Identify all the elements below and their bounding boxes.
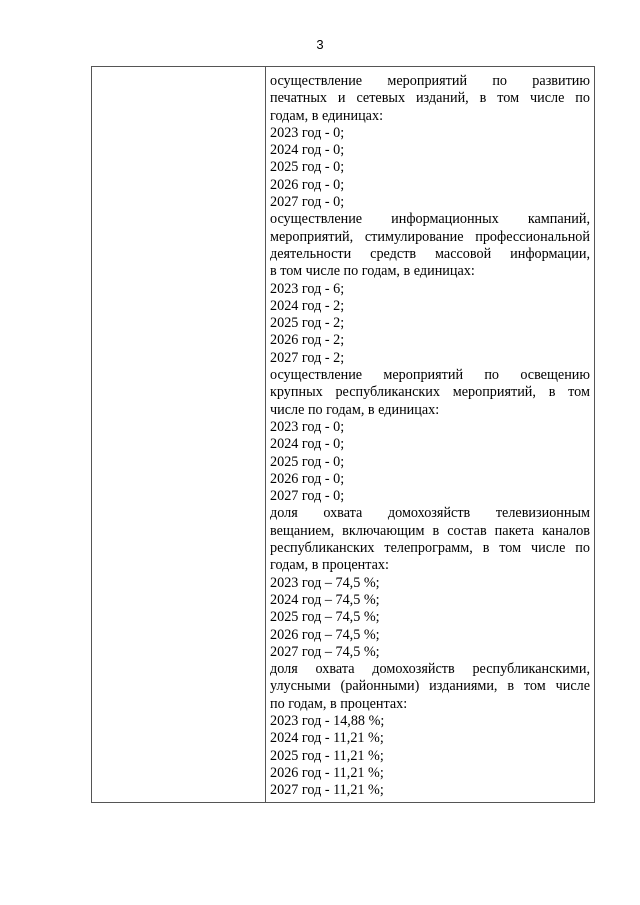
indicator-text-line: доля охвата домохозяйств телевизионным xyxy=(270,505,590,522)
indicator-value: 2027 год - 11,21 %; xyxy=(270,782,384,799)
indicator-text-line: деятельности средств массовой информации, xyxy=(270,245,590,262)
indicator-text-line: крупных республиканских мероприятий, в том xyxy=(270,384,590,401)
indicator-value: 2026 год - 0; xyxy=(270,176,345,193)
indicator-text-line: доля охвата домохозяйств республиканскими, xyxy=(270,661,590,678)
indicator-value: 2024 год - 0; xyxy=(270,142,345,159)
indicator-value: 2027 год – 74,5 %; xyxy=(270,643,380,660)
indicator-value: 2025 год - 11,21 %; xyxy=(270,747,384,764)
indicator-value: 2026 год - 11,21 %; xyxy=(270,764,384,781)
indicator-value: 2023 год – 74,5 %; xyxy=(270,574,380,591)
indicator-text-line: в том числе по годам, в единицах: xyxy=(270,263,475,280)
indicator-value: 2025 год – 74,5 %; xyxy=(270,609,380,626)
indicator-value: 2026 год - 2; xyxy=(270,332,345,349)
table-left-column xyxy=(92,67,266,802)
indicator-text-line: по годам, в процентах: xyxy=(270,695,408,712)
indicator-value: 2023 год - 14,88 %; xyxy=(270,712,385,729)
indicator-value: 2023 год - 0; xyxy=(270,124,345,141)
indicator-section-info-campaigns xyxy=(270,211,590,367)
indicator-value: 2024 год - 11,21 %; xyxy=(270,730,384,747)
document-table xyxy=(91,66,595,803)
indicator-value: 2025 год - 0; xyxy=(270,453,345,470)
indicator-text-line: осуществление мероприятий по освещению xyxy=(270,367,590,384)
indicator-value: 2027 год - 2; xyxy=(270,349,345,366)
indicator-text-line: годам, в процентах: xyxy=(270,557,389,574)
indicator-value: 2026 год – 74,5 %; xyxy=(270,626,380,643)
indicator-text-line: мероприятий, стимулирование профессиональной xyxy=(270,228,590,245)
indicator-value: 2024 год – 74,5 %; xyxy=(270,591,380,608)
indicator-value: 2023 год - 0; xyxy=(270,418,345,435)
indicator-value: 2024 год - 2; xyxy=(270,297,345,314)
indicator-text-line: годам, в единицах: xyxy=(270,107,384,124)
page-number: 3 xyxy=(316,37,324,52)
indicator-text-line: числе по годам, в единицах: xyxy=(270,401,440,418)
indicator-value: 2024 год - 0; xyxy=(270,436,345,453)
indicator-value: 2025 год - 2; xyxy=(270,315,345,332)
indicator-section-tv-coverage xyxy=(270,505,590,661)
table-right-column xyxy=(266,67,594,802)
indicator-value: 2027 год - 0; xyxy=(270,194,345,211)
indicator-value: 2023 год - 6; xyxy=(270,280,345,297)
indicator-section-major-events xyxy=(270,367,590,505)
indicator-section-print-media xyxy=(270,73,590,211)
indicator-value: 2027 год - 0; xyxy=(270,488,345,505)
indicator-text-line: печатных и сетевых изданий, в том числе по xyxy=(270,90,590,107)
indicator-value: 2025 год - 0; xyxy=(270,159,345,176)
indicator-text-line: республиканских телепрограмм, в том числе по xyxy=(270,540,590,557)
indicator-text-line: осуществление информационных кампаний, xyxy=(270,211,590,228)
indicator-text-line: осуществление мероприятий по развитию xyxy=(270,73,590,89)
indicator-value: 2026 год - 0; xyxy=(270,470,345,487)
indicator-text-line: улусными (районными) изданиями, в том числе xyxy=(270,678,590,695)
indicator-section-print-coverage xyxy=(270,661,590,799)
indicator-text-line: вещанием, включающим в состав пакета каналов xyxy=(270,522,590,539)
